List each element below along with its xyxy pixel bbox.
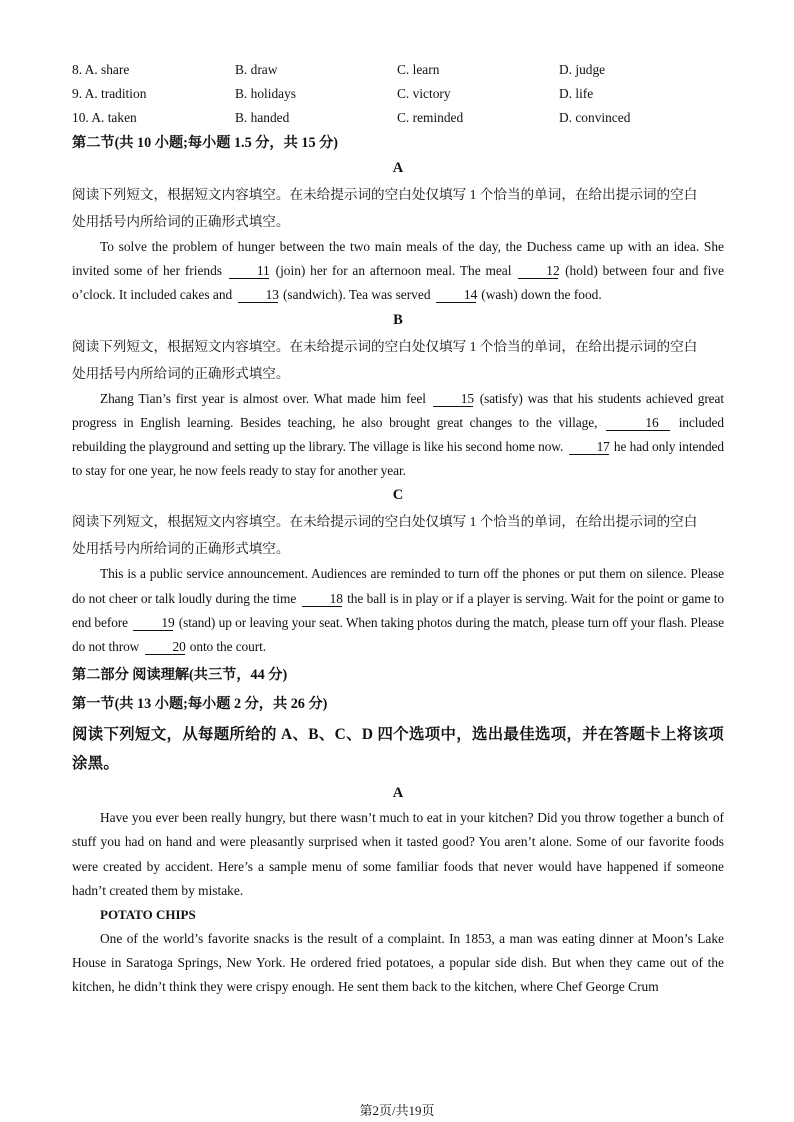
text: (sandwich). Tea was served	[282, 287, 431, 303]
blank-15: 15	[433, 391, 473, 407]
passage-b-letter: B	[393, 311, 403, 328]
option-d: D. convinced	[559, 110, 631, 125]
instruction-line-1: 阅读下列短文，根据短文内容填空。在未给提示词的空白处仅填写 1 个恰当的单词，在给出提示词的空白	[72, 514, 698, 530]
reading-a-paragraph: One of the world’s favorite snacks is the result of a complaint. In 1853, a man was eating dinner at Moon’s Lake House in Saratoga Springs, New York. He ordered fried potatoes, a popular side dish. But when they came out of the kitchen, he didn’t think they were crispy enough. He sent them back to the kitchen, where Chef George Crum	[72, 931, 724, 995]
exam-page	[72, 58, 724, 1000]
instruction-line-1: 阅读下列短文，根据短文内容填空。在未给提示词的空白处仅填写 1 个恰当的单词，在给出提示词的空白	[72, 338, 698, 354]
section2-title: 第二节(共 10 小题;每小题 1.5 分，共 15 分)	[72, 135, 339, 151]
option-b: B. draw	[235, 62, 278, 77]
reading-a-paragraph: Have you ever been really hungry, but there wasn’t much to eat in your kitchen? Did you throw together a bunch of stuff you had on hand and were pleasantly surprised when it tasted good? You aren’t alone. Some of our favorite foods were created by accident. Here’s a sample menu of some familiar foods that never would have happened if someone hadn’t created them by mistake.	[72, 810, 724, 898]
text: (hold) between four and five o’clock. It included cakes and	[72, 263, 725, 303]
option-row	[72, 58, 724, 82]
instruction-line-2: 处用括号内所给词的正确形式填空。	[72, 214, 290, 229]
blank-11: 11	[229, 263, 269, 279]
blank-13: 13	[238, 287, 278, 303]
part2-title: 第二部分 阅读理解(共三节，44 分)	[72, 667, 288, 684]
text: he had only intended to stay for one year, he now feels ready to stay for another year.	[72, 439, 724, 479]
passage-b-text	[72, 387, 724, 484]
option-row	[72, 82, 724, 106]
text: onto the court.	[189, 639, 266, 655]
option-c: C. reminded	[397, 110, 464, 125]
text: (join) her for an afternoon meal. The meal	[275, 263, 512, 279]
instruction-cn	[72, 508, 724, 562]
option-a: 10. A. taken	[72, 110, 137, 125]
instruction-cn	[72, 333, 724, 387]
blank-20: 20	[145, 639, 185, 655]
passage-a-letter: A	[392, 160, 404, 176]
passage-c-text	[72, 562, 724, 659]
instruction-line-2: 处用括号内所给词的正确形式填空。	[72, 365, 290, 381]
option-b: B. holidays	[235, 86, 297, 101]
text: the ball is in play or if a player is serving. Wait for the point or game to end before	[72, 590, 725, 630]
options-block	[72, 58, 724, 130]
option-b: B. handed	[235, 110, 290, 125]
option-c: C. learn	[397, 62, 440, 77]
instruction-line-2: 处用括号内所给词的正确形式填空。	[72, 541, 290, 557]
reading-a-letter: A	[392, 785, 404, 802]
option-c: C. victory	[397, 86, 451, 101]
blank-14: 14	[436, 287, 476, 303]
option-d: D. life	[559, 86, 594, 101]
reading-a-heading: POTATO CHIPS	[100, 907, 196, 923]
blank-12: 12	[518, 263, 558, 279]
blank-16: 16	[606, 415, 670, 431]
option-a: 8. A. share	[72, 62, 130, 77]
text: Zhang Tian’s first year is almost over. What made him feel	[100, 390, 426, 406]
text: (satisfy) was that his students achieved great progress in English learning. Besides teaching, he also brought great changes to the village,	[72, 390, 724, 430]
option-d: D. judge	[559, 62, 606, 77]
blank-18: 18	[302, 591, 342, 607]
text: (stand) up or leaving your seat. When taking photos during the match, please turn off your flash. Please do not throw	[72, 614, 724, 655]
text: included rebuilding the playground and setting up the library. The village is like his second home now.	[72, 414, 724, 455]
instruction-line-1: 阅读下列短文，根据短文内容填空。在未给提示词的空白处仅填写 1 个恰当的单词，在给出提示词的空白	[72, 187, 698, 202]
text: To solve the problem of hunger between the two main meals of the day, the Duchess came up with an idea. She invited some of her friends	[72, 239, 724, 279]
passage-a-text	[72, 235, 724, 308]
text: This is a public service announcement. Audiences are reminded to turn off the phones or put them on silence. Please do not cheer or talk loudly during the time	[72, 566, 724, 606]
blank-17: 17	[569, 439, 609, 455]
part2-instruction: 阅读下列短文，从每题所给的 A、B、C、D 四个选项中，选出最佳选项，并在答题卡上将该项涂黑。	[72, 726, 724, 773]
blank-19: 19	[133, 615, 173, 631]
option-a: 9. A. tradition	[72, 86, 147, 101]
passage-c-letter: C	[392, 487, 404, 504]
option-row	[72, 106, 724, 130]
page-footer: 第2页/共19页	[359, 1103, 435, 1118]
instruction-cn	[72, 181, 724, 235]
part2-section1-title: 第一节(共 13 小题;每小题 2 分，共 26 分)	[72, 696, 328, 713]
text: (wash) down the food.	[481, 287, 602, 303]
